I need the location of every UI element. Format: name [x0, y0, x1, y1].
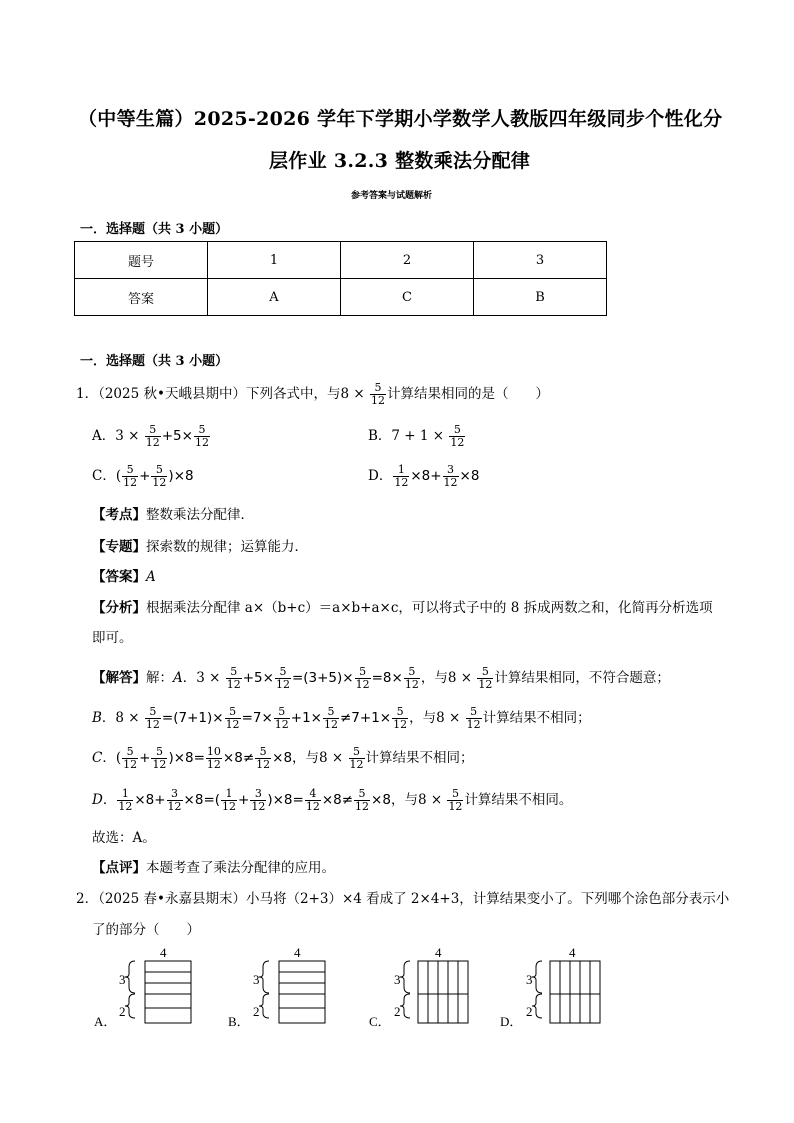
option-label-d: D．: [500, 1014, 523, 1029]
q1-solution-a: 【解答】解：A．3 × $\frac{5}{12}$ +5× $\frac{5}{12}$ =(3+5)× $\frac{5}{12}$ =8× $\frac{5}{12}$ ，与8 × $\frac{5}{12}$ 计算结果相同，不符合题意；: [92, 665, 670, 691]
q1-comment: 【点评】本题考查了乘法分配律的应用。: [92, 860, 335, 876]
q2-option-figures: [88, 942, 628, 1034]
q1-answer: 【答案】A: [92, 569, 156, 585]
q1-zhuanti: 【专题】探索数的规律；运算能力．: [92, 539, 308, 555]
q1-analysis-cont: 即可。: [92, 630, 133, 646]
q1-choice: 故选：A。: [92, 830, 156, 846]
q2-figure-d[interactable]: [500, 945, 600, 1029]
table-row: [75, 242, 607, 279]
q1-solution-b: B．8 × $\frac{5}{12}$ =(7+1)× $\frac{5}{12}$ =7× $\frac{5}{12}$ +1× $\frac{5}{12}$ ≠7+1× $\frac{5}{12}$ ，与8 × $\frac{5}{12}$ 计算结果不相同；: [92, 705, 591, 731]
table-cell: B: [474, 279, 607, 316]
q1-option-a[interactable]: A．3 × $\frac{5}{12}$ +5× $\frac{5}{12}$: [92, 423, 209, 449]
q1-analysis: 【分析】根据乘法分配律 a×（b+c）＝a×b+a×c，可以将式子中的 8 拆成两数之和，化简再分析选项: [92, 600, 713, 616]
table-cell: 3: [474, 242, 607, 279]
q2-figure-a[interactable]: [94, 945, 191, 1029]
subtitle: 参考答案与试题解析: [351, 191, 433, 201]
label-4: 4: [435, 945, 442, 960]
label-3: 3: [119, 972, 126, 987]
q1-kaodian: 【考点】整数乘法分配律．: [92, 507, 254, 523]
table-cell: 1: [208, 242, 341, 279]
label-3: 3: [253, 972, 260, 987]
q2-stem-1: 2．（2025 春•永嘉县期末）小马将（2+3）×4 看成了 2×4+3，计算结果变小了。下列哪个涂色部分表示小: [76, 891, 730, 907]
option-label-b: B．: [228, 1014, 250, 1029]
table-cell: 答案: [75, 279, 208, 316]
title-line-1: （中等生篇）2025-2026 学年下学期小学数学人教版四年级同步个性化分: [78, 108, 723, 130]
q2-figure-c[interactable]: [369, 945, 468, 1029]
answer-table: [74, 241, 607, 316]
q2-figure-b[interactable]: [228, 945, 325, 1029]
q1-stem: 1．（2025 秋•天峨县期中）下列各式中，与8 × $\frac{5}{12}$ 计算结果相同的是（ ）: [76, 381, 549, 407]
q1-solution-d: D． $\frac{1}{12}$ ×8+ $\frac{3}{12}$ ×8=( $\frac{1}{12}$ + $\frac{3}{12}$ )×8= $\frac{4}{12}$ ×8≠ $\frac{5}{12}$ ×8，与8 × $\frac{5}{12}$ 计算结果不相同。: [92, 787, 573, 813]
q1-option-b[interactable]: B．7 + 1 × $\frac{5}{12}$: [368, 423, 465, 449]
title-line-2: 层作业 3.2.3 整数乘法分配律: [269, 150, 531, 172]
label-2: 2: [394, 1004, 401, 1019]
q1-solution-c: C．( $\frac{5}{12}$ + $\frac{5}{12}$ )×8= $\frac{10}{12}$ ×8≠ $\frac{5}{12}$ ×8，与8 × $\frac{5}{12}$ 计算结果不相同；: [92, 745, 474, 771]
label-3: 3: [394, 972, 401, 987]
label-4: 4: [569, 945, 576, 960]
table-cell: 2: [341, 242, 474, 279]
table-cell: 题号: [75, 242, 208, 279]
q1-option-c[interactable]: C．( $\frac{5}{12}$ + $\frac{5}{12}$ )×8: [92, 463, 194, 489]
table-row: [75, 279, 607, 316]
label-3: 3: [526, 972, 533, 987]
label-2: 2: [119, 1004, 126, 1019]
option-label-a: A．: [94, 1014, 117, 1029]
table-cell: A: [208, 279, 341, 316]
label-4: 4: [160, 945, 167, 960]
option-label-c: C．: [369, 1014, 391, 1029]
q1-option-d[interactable]: D． $\frac{1}{12}$ ×8+ $\frac{3}{12}$ ×8: [368, 463, 480, 489]
section-heading-2: 一．选择题（共 3 小题）: [80, 354, 229, 369]
label-2: 2: [526, 1004, 533, 1019]
section-heading-1: 一．选择题（共 3 小题）: [80, 222, 229, 237]
label-4: 4: [294, 945, 301, 960]
table-cell: C: [341, 279, 474, 316]
label-2: 2: [253, 1004, 260, 1019]
q2-stem-2: 了的部分（ ）: [92, 922, 200, 938]
